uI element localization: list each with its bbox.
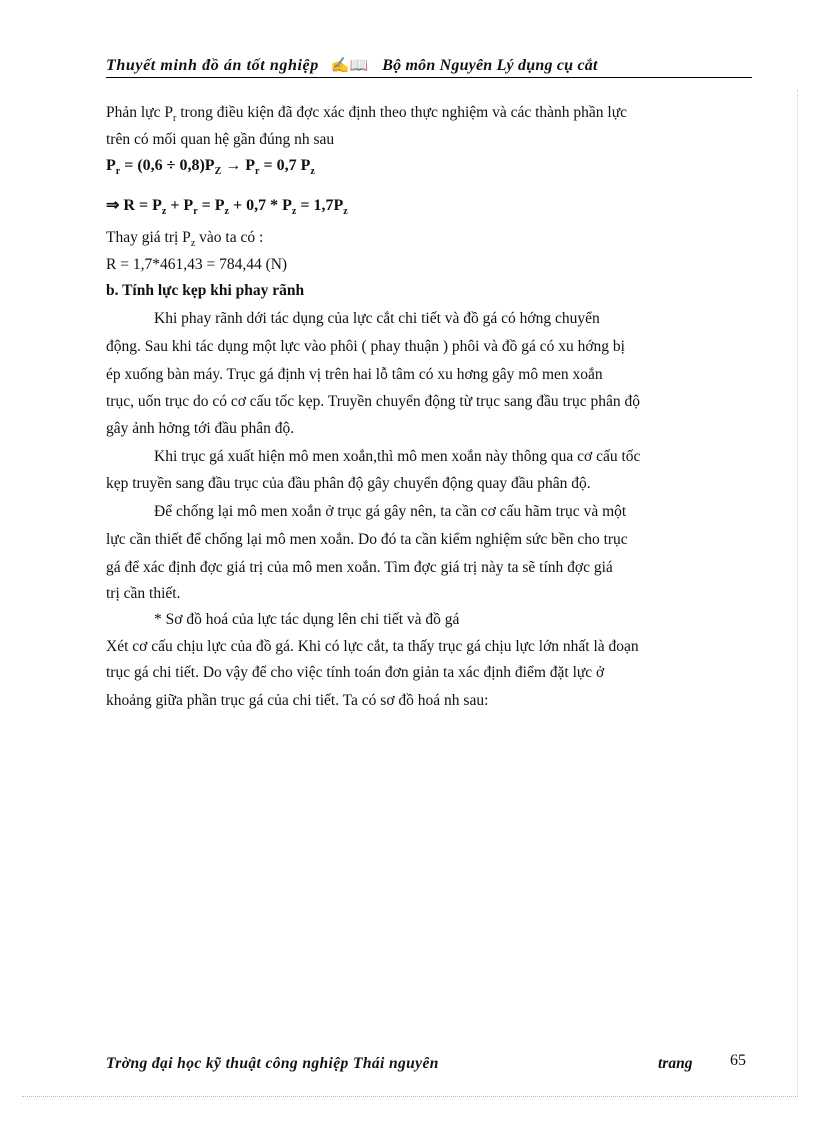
section-heading: b. Tính lực kẹp khi phay rãnh — [106, 282, 305, 299]
paragraph-line: trên có mối quan hệ gần đúng nh sau — [106, 131, 335, 148]
paragraph-line: Để chống lại mô men xoắn ở trục gá gây nên, ta cần cơ cấu hãm trục và một — [154, 503, 627, 520]
book-pen-icon: ✍📖 — [330, 58, 369, 74]
page-border-right — [797, 90, 798, 1096]
paragraph-line: Khi phay rãnh dới tác dụng của lực cắt chi tiết và đồ gá có hớng chuyển — [154, 310, 600, 327]
page-header — [106, 56, 752, 78]
page-border-bottom — [22, 1096, 798, 1097]
paragraph-line: gá để xác định đợc giá trị của mô men xoắn. Tìm đợc giá trị này ta sẽ tính đợc giá — [106, 559, 613, 576]
paragraph-line: trục, uốn trục do có cơ cấu tốc kẹp. Truyền chuyển động từ trục sang đầu trục phân độ — [106, 393, 640, 410]
paragraph-line: khoảng giữa phần trục gá của chi tiết. Ta có sơ đồ hoá nh sau: — [106, 692, 489, 709]
header-department: Bộ môn Nguyên Lý dụng cụ cắt — [382, 56, 598, 74]
formula-line: $P_r = (0,6 \div 0,8)P_Z \to P_r = 0,7$ $P_z$ — [106, 157, 315, 178]
paragraph-line: * Sơ đồ hoá của lực tác dụng lên chi tiết và đồ gá — [154, 611, 460, 628]
paragraph-line: ép xuống bàn máy. Trục gá định vị trên hai lỗ tâm có xu hơng gây mô men xoắn — [106, 366, 603, 383]
paragraph-line: Khi trục gá xuất hiện mô men xoắn,thì mô men xoắn này thông qua cơ cấu tốc — [154, 448, 641, 465]
footer-page-label: trang — [658, 1055, 693, 1072]
paragraph-line: kẹp truyền sang đầu trục của đầu phân độ gây chuyển động quay đầu phân độ. — [106, 475, 591, 492]
paragraph-line: trục gá chi tiết. Do vậy để cho việc tính toán đơn giản ta xác định điểm đặt lực ở — [106, 664, 605, 681]
paragraph-line: Phản lực $P_r$ trong điều kiện đã đợc xác định theo thực nghiệm và các thành phần lực — [106, 104, 627, 125]
paragraph-line: Xét cơ cấu chịu lực của đồ gá. Khi có lực cắt, ta thấy trục gá chịu lực lớn nhất là đoạn — [106, 638, 639, 655]
page-number: 65 — [730, 1052, 746, 1069]
paragraph-line: gây ảnh hởng tới đầu phân độ. — [106, 420, 295, 437]
header-title: Thuyết minh đồ án tốt nghiệp — [106, 56, 319, 74]
paragraph-line: R = 1,7*461,43 = 784,44 (N) — [106, 256, 288, 273]
paragraph-line: động. Sau khi tác dụng một lực vào phôi ( phay thuận ) phôi và đồ gá có xu hớng bị — [106, 338, 625, 355]
paragraph-line: lực cần thiết để chống lại mô men xoắn. Do đó ta cần kiểm nghiệm sức bền cho trục — [106, 531, 628, 548]
paragraph-line: Thay giá trị $P_z$ vào ta có : — [106, 229, 264, 250]
paragraph-line: trị cần thiết. — [106, 585, 181, 602]
formula-line: ⇒ $R = P_z + P_r = P_z + 0,7 * P_z = 1,7P_z$ — [106, 197, 348, 218]
footer-school: Trờng đại học kỹ thuật công nghiệp Thái nguyên — [106, 1055, 439, 1072]
